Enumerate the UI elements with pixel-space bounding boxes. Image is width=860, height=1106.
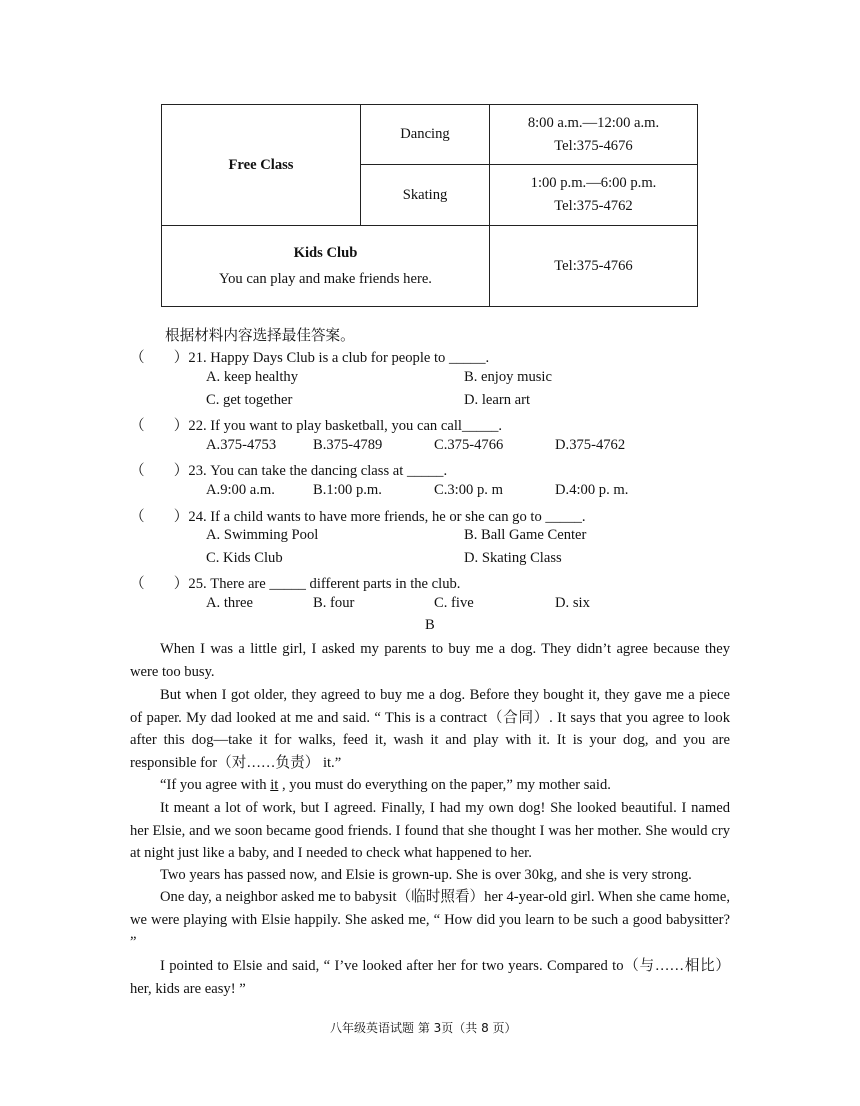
- kids-club-cell: [162, 226, 490, 307]
- question-stem: 25. There are _____ different parts in the club.: [188, 576, 461, 592]
- passage-paragraph: One day, a neighbor asked me to babysit（临时照看）her 4-year-old girl. When she came home, we were playing with Elsie happily. She asked me, “ How did you learn to be such a good babysitter? ”: [130, 889, 730, 951]
- option-a: A.375-4753: [206, 437, 277, 453]
- passage-paragraph: When I was a little girl, I asked my parents to buy me a dog. They didn’t agree because they were too busy.: [130, 641, 730, 680]
- free-class-cell: [162, 105, 361, 226]
- option-b: B. enjoy music: [464, 369, 552, 385]
- kids-club-label: Kids Club: [293, 245, 358, 261]
- question-23: [130, 459, 447, 480]
- option-c: C.3:00 p. m: [434, 482, 503, 498]
- option-a: A. keep healthy: [206, 369, 298, 385]
- question-22: [130, 414, 502, 435]
- instruction-text: 根据材料内容选择最佳答案。: [165, 328, 355, 344]
- dancing-label: Dancing: [400, 126, 450, 142]
- question-stem: 23. You can take the dancing class at _____.: [188, 463, 448, 479]
- passage-paragraph: I pointed to Elsie and said, “ I’ve looked after her for two years. Compared to（与……相比）her, kids are easy! ”: [130, 958, 730, 997]
- option-b: B. four: [313, 595, 355, 611]
- free-class-label: Free Class: [228, 156, 294, 173]
- skating-label: Skating: [402, 186, 448, 203]
- option-a: A. three: [206, 595, 254, 611]
- page-footer: 八年级英语试题 第 3页（共 8 页）: [330, 1021, 517, 1035]
- option-d: D. six: [555, 595, 590, 611]
- passage-paragraph: But when I got older, they agreed to buy me a dog. Before they bought it, they gave me a piece of paper. My dad looked at me and said. “ This is a contract（合同）. It says that you agree to look after this dog—take it for walks, feed it, wash it and play with it. It is your dog, and you are responsible for（对……负责） it.”: [130, 687, 730, 771]
- skating-info-cell: [490, 165, 698, 226]
- quote-end: , you must do everything on the paper,” my mother said.: [278, 777, 611, 793]
- option-b: B. Ball Game Center: [464, 527, 587, 543]
- option-b: B.375-4789: [313, 437, 383, 453]
- club-info-table: [161, 104, 698, 307]
- answer-paren: （ ）: [130, 418, 189, 434]
- quote-start: “If you agree with: [160, 777, 271, 793]
- option-c: C.375-4766: [434, 437, 504, 453]
- kids-club-desc: You can play and make friends here.: [219, 271, 432, 287]
- option-a: A. Swimming Pool: [206, 527, 319, 543]
- answer-paren: （ ）: [130, 463, 189, 479]
- option-d: D.375-4762: [555, 437, 626, 453]
- question-25: [130, 572, 460, 593]
- dancing-tel: Tel:375-4676: [554, 137, 633, 154]
- dancing-cell: [361, 105, 490, 165]
- option-d: D.4:00 p. m.: [555, 482, 629, 498]
- kids-tel-cell: [490, 226, 698, 307]
- answer-paren: （ ）: [130, 509, 189, 525]
- skating-tel: Tel:375-4762: [554, 198, 633, 214]
- question-24: [130, 505, 586, 526]
- section-heading: B: [425, 617, 435, 633]
- option-c: C. get together: [206, 392, 293, 408]
- option-c: C. Kids Club: [206, 550, 283, 566]
- passage-paragraph: Two years has passed now, and Elsie is grown-up. She is over 30kg, and she is very strong.: [160, 867, 692, 883]
- passage-paragraph: It meant a lot of work, but I agreed. Finally, I had my own dog! She looked beautiful. I named her Elsie, and we soon became good friends. I found that she thought I was her mother. She would cry at night just like a baby, and I needed to check what happened to her.: [130, 800, 730, 862]
- dancing-info-cell: [490, 105, 698, 165]
- dancing-time: 8:00 a.m.—12:00 a.m.: [527, 114, 660, 131]
- question-21: [130, 346, 489, 367]
- question-stem: 21. Happy Days Club is a club for people to _____.: [188, 350, 490, 366]
- kids-club-tel: Tel:375-4766: [554, 257, 633, 274]
- option-c: C. five: [434, 595, 474, 611]
- question-stem: 24. If a child wants to have more friends, he or she can go to _____.: [188, 509, 586, 525]
- option-a: A.9:00 a.m.: [206, 482, 275, 498]
- answer-paren: （ ）: [130, 576, 189, 592]
- skating-time: 1:00 p.m.—6:00 p.m.: [530, 175, 657, 191]
- answer-paren: （ ）: [130, 350, 189, 366]
- option-d: D. learn art: [464, 392, 531, 408]
- option-b: B.1:00 p.m.: [313, 482, 382, 498]
- question-stem: 22. If you want to play basketball, you can call_____.: [188, 418, 503, 434]
- option-d: D. Skating Class: [464, 550, 562, 566]
- underlined-word: it: [270, 777, 279, 793]
- passage-paragraph: [130, 774, 730, 797]
- skating-cell: [361, 165, 490, 226]
